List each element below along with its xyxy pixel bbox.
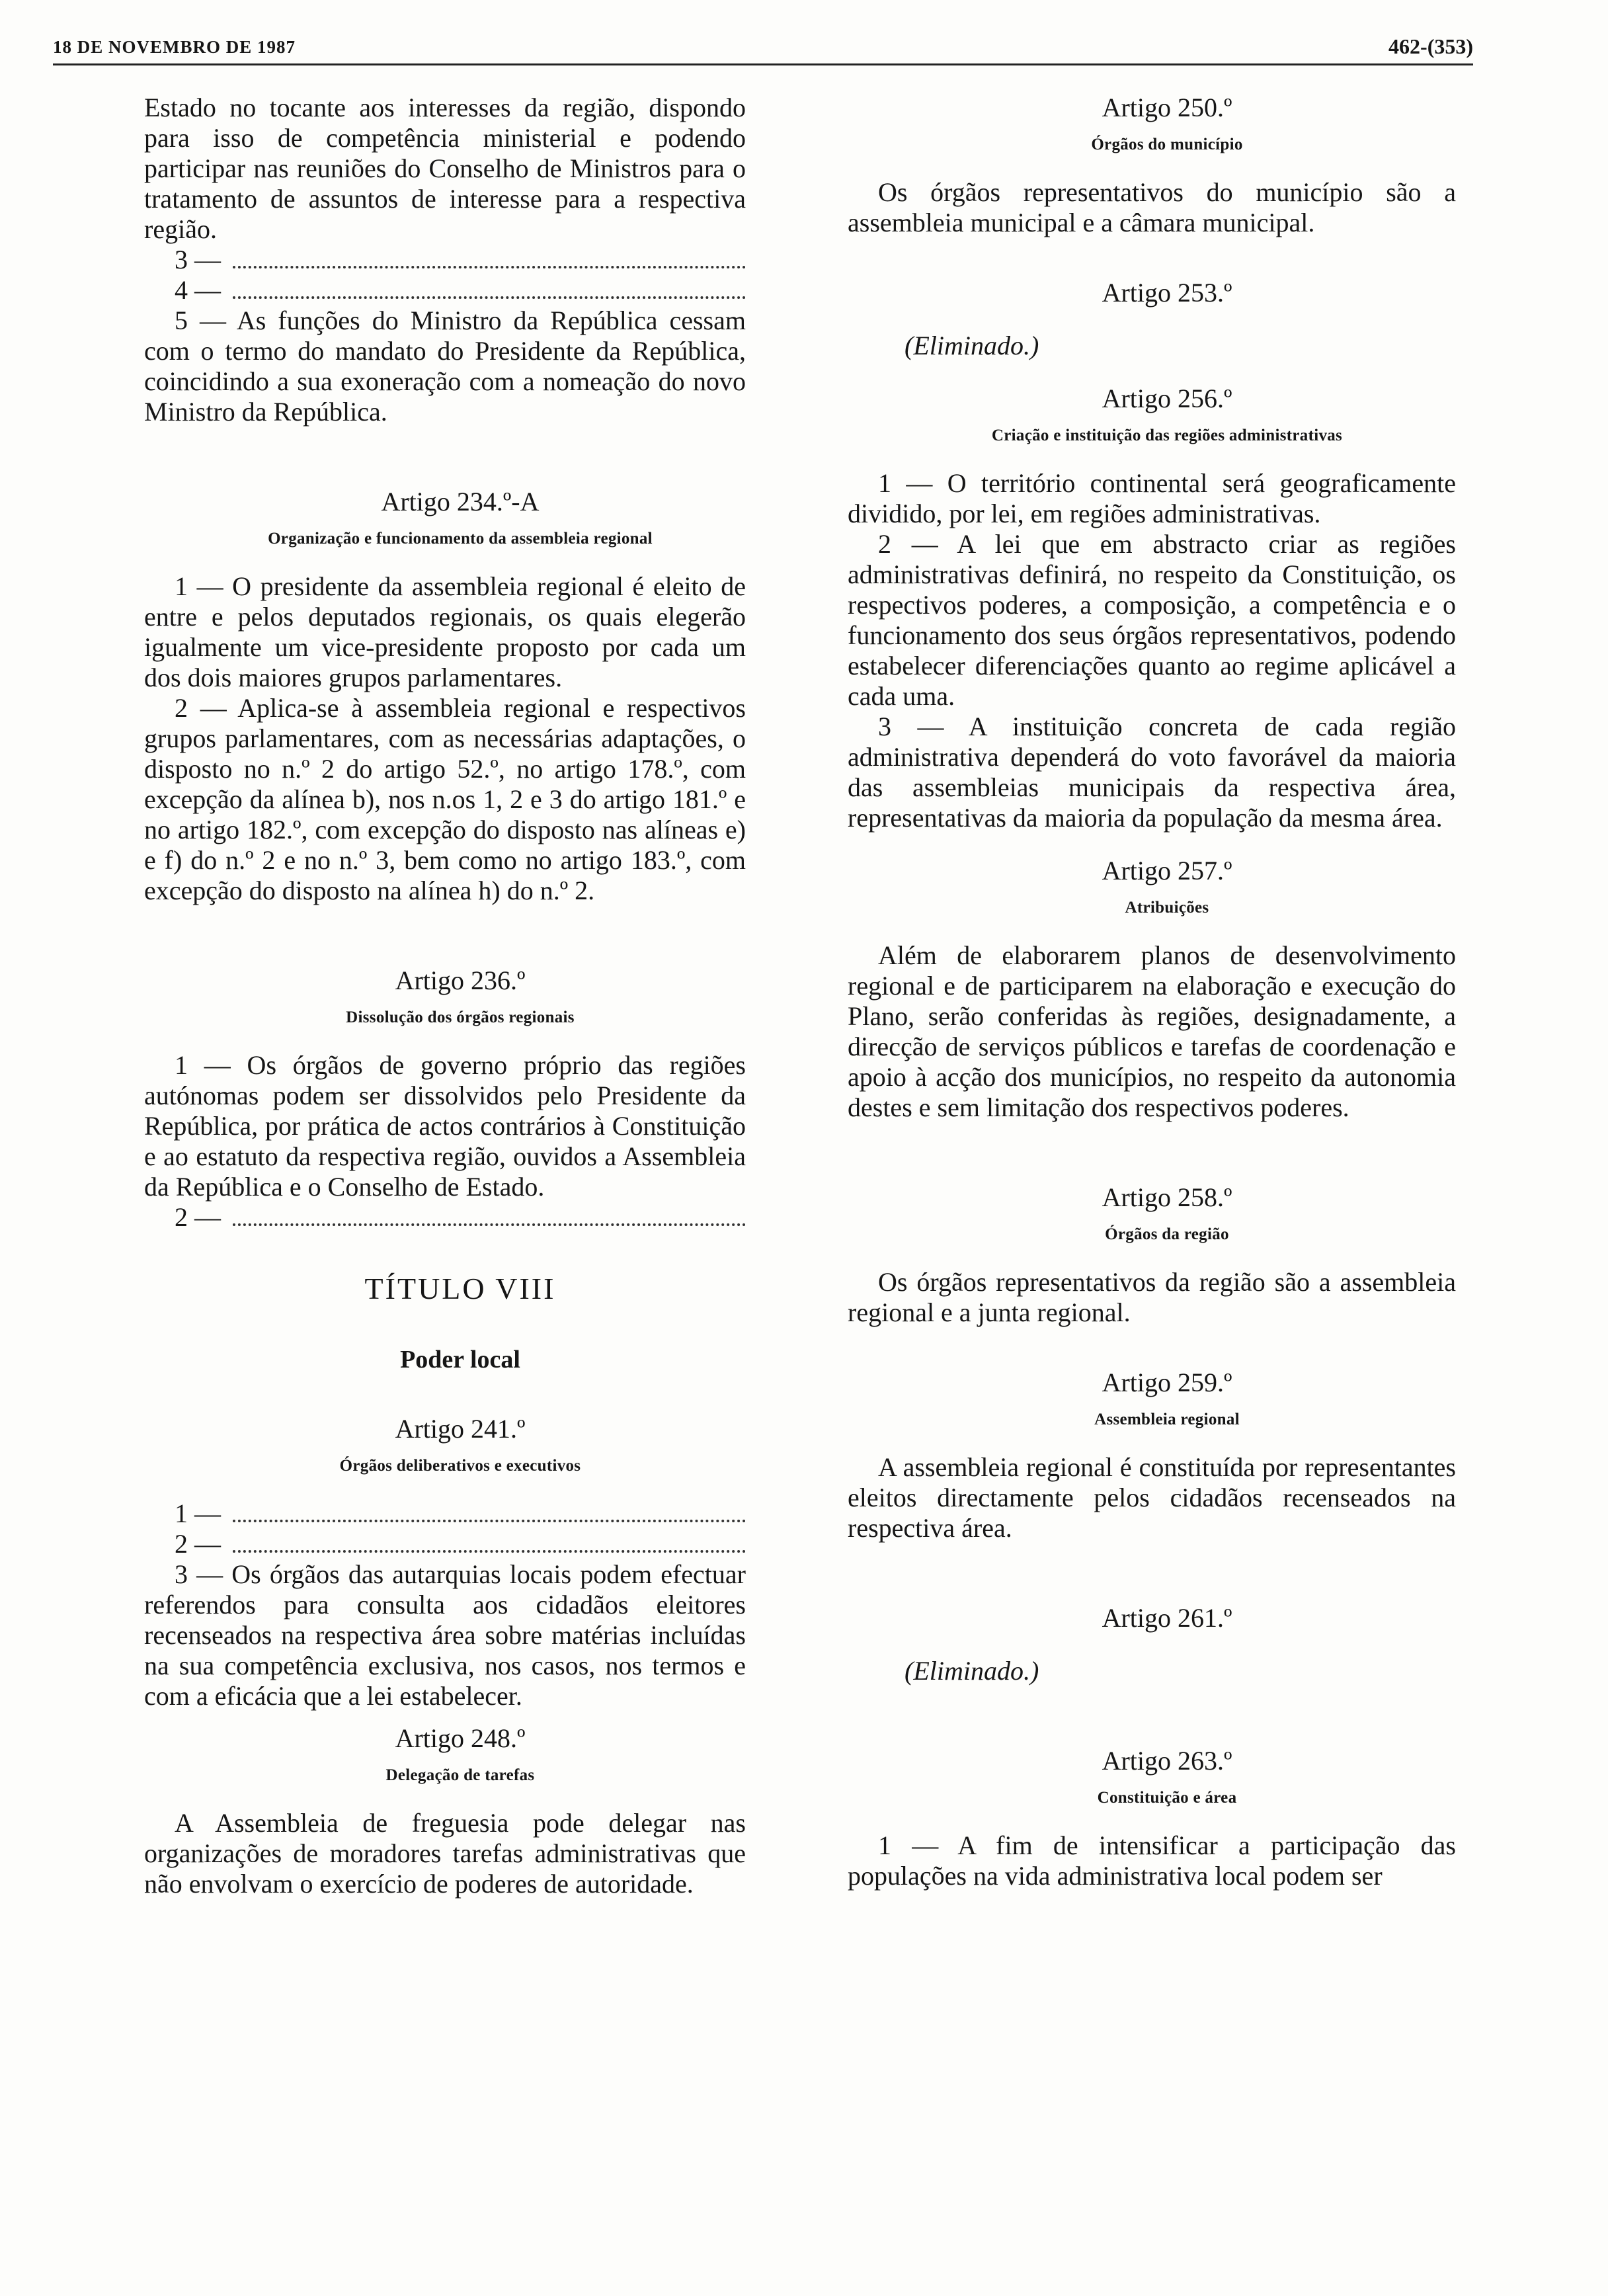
eliminated-note: (Eliminado.) [904,331,1039,360]
elided-item: 4 — [144,275,746,306]
title-heading: TÍTULO VIII [364,1272,556,1305]
article-subtitle: Organização e funcionamento da assembleia regional [268,530,653,548]
article-heading: Artigo 236.º [395,965,526,995]
paragraph: 3 — Os órgãos das autarquias locais podem efectuar referendos para consulta aos cidadãos eleitores recenseados na respectiva área sobre matérias incluídas na sua competência exclusiva, nos casos, nos termos e com a eficácia que a lei estabelecer. [144,1559,746,1711]
elided-item: 2 — [144,1529,746,1559]
article-heading: Artigo 241.º [395,1414,526,1444]
article-heading: Artigo 234.º-A [381,487,540,516]
paragraph: 1 — O território continental será geograficamente dividido, por lei, em regiões administrativas. [848,468,1456,528]
elided-item: 3 — [144,245,746,275]
paragraph: 1 — O presidente da assembleia regional é eleito de entre e pelos deputados regionais, os quais elegerão igualmente um vice-presidente proposto por cada um dos dois maiores grupos parlamentares. [144,571,746,692]
article-heading: Artigo 250.º [1102,93,1232,122]
page-header [53,30,1473,65]
article-heading: Artigo 263.º [1102,1746,1232,1776]
paragraph: 2 — A lei que em abstracto criar as regiões administrativas definirá, no respeito da Constituição, os respectivos poderes, a composição, a competência e o funcionamento dos seus órgãos representativos, podendo estabelecer diferenciações quanto ao regime aplicável a cada uma. [848,529,1456,711]
paragraph: Os órgãos representativos do município são a assembleia municipal e a câmara municipal. [848,177,1456,237]
paragraph: 2 — Aplica-se à assembleia regional e respectivos grupos parlamentares, com as necessárias adaptações, o disposto no n.º 2 do artigo 52.º, no artigo 178.º, com excepção da alínea b), nos n.os 1, 2 e 3 do artigo 181.º e no artigo 182.º, com excepção do disposto nas alíneas e) e f) do n.º 2 e no n.º 3, bem como no artigo 183.º, com excepção do disposto na alínea h) do n.º 2. [144,693,746,905]
title-subheading: Poder local [400,1346,520,1374]
article-subtitle: Órgãos do município [1091,136,1243,153]
article-heading: Artigo 257.º [1102,856,1232,885]
article-subtitle: Delegação de tarefas [385,1766,535,1784]
article-subtitle: Criação e instituição das regiões administrativas [991,427,1343,444]
article-heading: Artigo 259.º [1102,1368,1232,1397]
article-heading: Artigo 253.º [1102,278,1232,308]
article-subtitle: Assembleia regional [1094,1411,1240,1428]
article-subtitle: Constituição e área [1097,1789,1237,1807]
paragraph: 3 — A instituição concreta de cada região administrativa dependerá do voto favorável da maioria das assembleias municipais da respectiva área, representativas da maioria da população da mesma área. [848,712,1456,833]
left-column [144,93,746,1899]
eliminated-note: (Eliminado.) [904,1656,1039,1686]
paragraph: 1 — Os órgãos de governo próprio das regiões autónomas podem ser dissolvidos pelo Presidente da República, por prática de actos contrários à Constituição e ao estatuto da respectiva região, ouvidos a Assembleia da República e o Conselho de Estado. [144,1050,746,1202]
article-subtitle: Atribuições [1125,899,1209,917]
article-heading: Artigo 256.º [1102,384,1232,413]
elided-item: 2 — [144,1202,746,1233]
header-date: 18 DE NOVEMBRO DE 1987 [53,37,296,57]
paragraph: A Assembleia de freguesia pode delegar nas organizações de moradores tarefas administrativas que não envolvam o exercício de poderes de autoridade. [144,1808,746,1899]
article-subtitle: Dissolução dos órgãos regionais [346,1008,575,1026]
elided-item: 1 — [144,1498,746,1529]
page-number: 462-(353) [1388,34,1473,58]
article-heading: Artigo 248.º [395,1723,526,1753]
article-heading: Artigo 258.º [1102,1182,1232,1212]
right-column [848,93,1456,1891]
article-subtitle: Órgãos da região [1105,1225,1229,1243]
paragraph: Os órgãos representativos da região são a assembleia regional e a junta regional. [848,1267,1456,1327]
paragraph: Estado no tocante aos interesses da região, dispondo para isso de competência ministerial e podendo participar nas reuniões do Conselho de Ministros para o tratamento de assuntos de interesse para a respectiva região. [144,93,746,244]
paragraph: 5 — As funções do Ministro da República cessam com o termo do mandato do Presidente da República, coincidindo a sua exoneração com a nomeação do novo Ministro da República. [144,306,746,427]
paragraph: Além de elaborarem planos de desenvolvimento regional e de participarem na elaboração e execução do Plano, serão conferidas às regiões, designadamente, a direcção de serviços públicos e tarefas de coordenação e apoio à acção dos municípios, no respeito da autonomia destes e sem limitação dos respectivos poderes. [848,940,1456,1122]
article-heading: Artigo 261.º [1102,1603,1232,1633]
paragraph: 1 — A fim de intensificar a participação das populações na vida administrativa local podem ser [848,1830,1456,1891]
paragraph: A assembleia regional é constituída por representantes eleitos directamente pelos cidadãos recenseados na respectiva área. [848,1452,1456,1543]
article-subtitle: Órgãos deliberativos e executivos [339,1457,581,1475]
